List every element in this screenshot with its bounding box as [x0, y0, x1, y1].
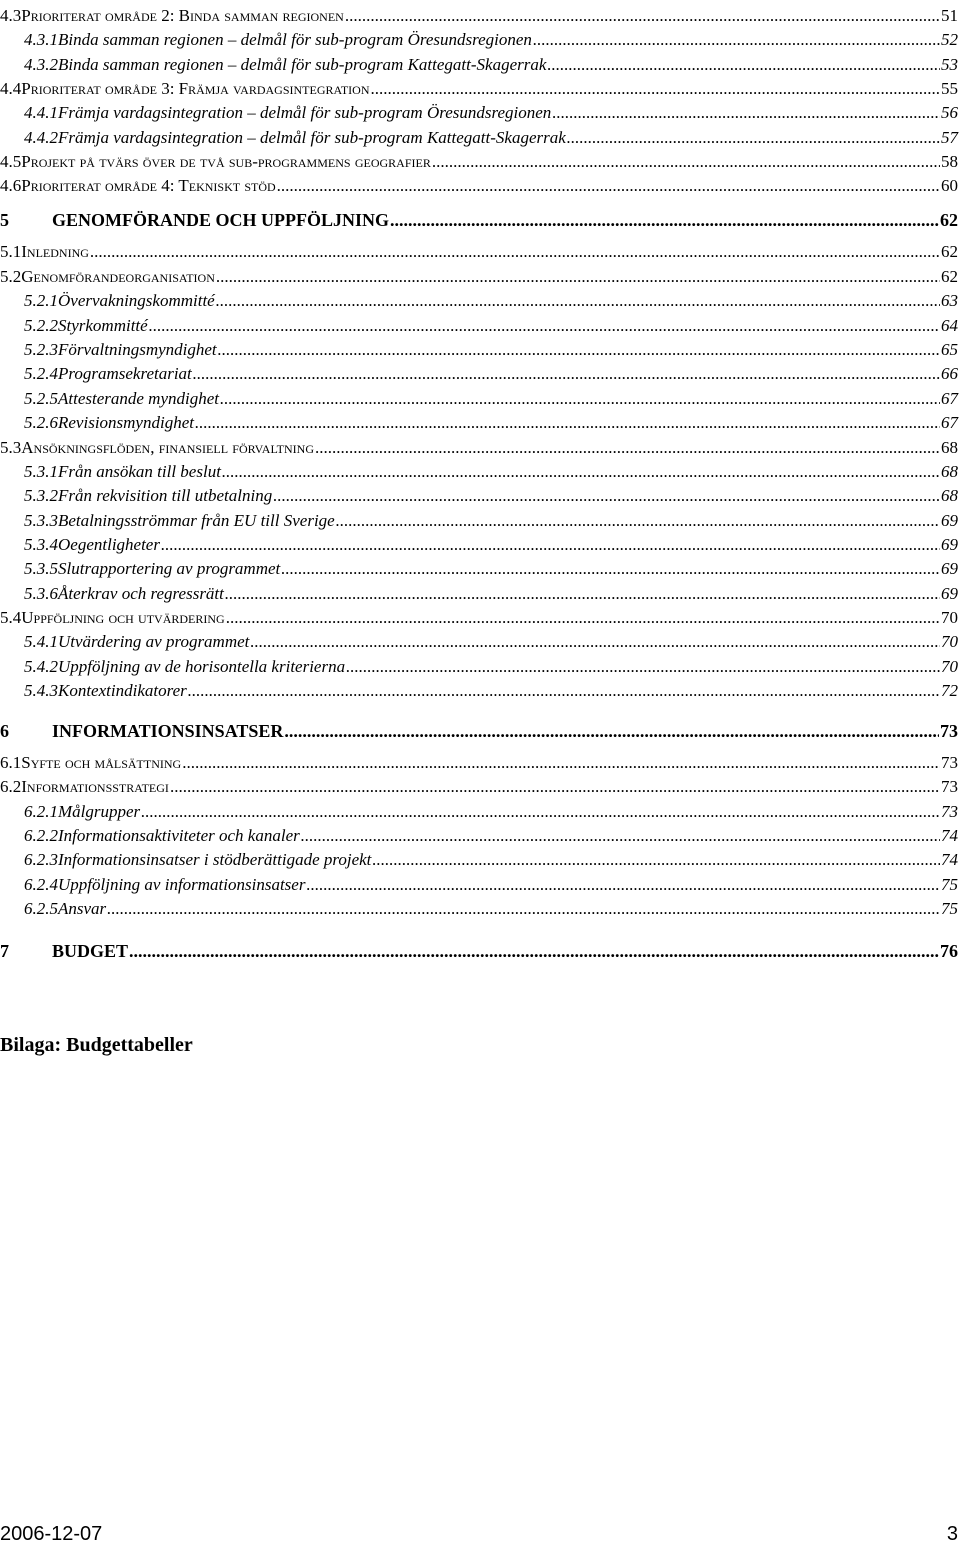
toc-dot-leader: [222, 462, 940, 482]
toc-entry-page: 75: [941, 899, 958, 918]
toc-dot-leader: [346, 657, 940, 677]
toc-dot-leader: [567, 128, 940, 148]
toc-entry[interactable]: [0, 204, 958, 230]
toc-entry-page: 60: [941, 176, 958, 195]
toc-dot-leader: [345, 6, 940, 26]
toc-entry-number: 4.5: [0, 152, 22, 171]
toc-entry-title: Uppföljning av informationsinsatser: [58, 875, 306, 894]
toc-entry[interactable]: [0, 436, 958, 458]
toc-entry-number: 7: [0, 941, 9, 961]
toc-entry-page: 70: [941, 657, 958, 676]
toc-dot-leader: [306, 875, 940, 895]
toc-dot-leader: [216, 267, 940, 287]
toc-dot-leader: [533, 30, 940, 50]
toc-entry-page: 66: [941, 364, 958, 383]
toc-dot-leader: [90, 242, 940, 262]
toc-entry-page: 72: [941, 681, 958, 700]
toc-dot-leader: [547, 55, 940, 75]
toc-entry-number: 5.3.3: [24, 511, 58, 530]
toc-entry[interactable]: [0, 460, 958, 482]
toc-entry[interactable]: [0, 582, 958, 604]
toc-entry[interactable]: [0, 775, 958, 797]
toc-dot-leader: [273, 486, 940, 506]
toc-dot-leader: [129, 941, 939, 961]
toc-entry-title: Uppföljning av de horisontella kriterierna: [58, 657, 346, 676]
toc-dot-leader: [149, 316, 940, 336]
toc-entry-title: Revisionsmyndighet: [58, 413, 194, 432]
toc-entry-number: 5.4.1: [24, 632, 58, 651]
toc-dot-leader: [432, 152, 940, 172]
toc-entry-number: 4.4.1: [24, 103, 58, 122]
toc-entry[interactable]: [0, 848, 958, 870]
toc-entry-number: 5.4.3: [24, 681, 58, 700]
toc-dot-leader: [372, 850, 940, 870]
toc-entry-page: 70: [941, 632, 958, 651]
toc-entry[interactable]: [0, 362, 958, 384]
toc-entry-page: 73: [941, 777, 958, 796]
toc-entry-number: 4.4.2: [24, 128, 58, 147]
toc-dot-leader: [390, 210, 939, 230]
toc-entry-page: 74: [941, 826, 958, 845]
toc-entry[interactable]: [0, 679, 958, 701]
toc-entry-title: Främja vardagsintegration – delmål för sub-program Öresundsregionen: [58, 103, 552, 122]
toc-entry-page: 64: [941, 316, 958, 335]
toc-entry[interactable]: [0, 126, 958, 148]
toc-entry[interactable]: [0, 411, 958, 433]
toc-entry-title: Utvärdering av programmet: [58, 632, 250, 651]
toc-entry[interactable]: [0, 533, 958, 555]
toc-entry-number: 6.2.4: [24, 875, 58, 894]
toc-entry-title: GENOMFÖRANDE OCH UPPFÖLJNING: [52, 210, 389, 230]
toc-entry[interactable]: [0, 289, 958, 311]
toc-entry-number: 5.2: [0, 267, 22, 286]
toc-dot-leader: [193, 364, 940, 384]
toc-entry-number: 5.2.1: [24, 291, 58, 310]
toc-entry-title: Programsekretariat: [58, 364, 192, 383]
toc-entry[interactable]: [0, 557, 958, 579]
toc-dot-leader: [250, 632, 940, 652]
toc-entry-number: 5.1: [0, 242, 22, 261]
toc-entry[interactable]: [0, 174, 958, 196]
toc-entry-title: Betalningsströmmar från EU till Sverige: [58, 511, 335, 530]
toc-entry-title: Övervakningskommitté: [58, 291, 215, 310]
toc-entry-title: Syfte och målsättning: [21, 753, 182, 772]
toc-entry-title: Kontextindikatorer: [58, 681, 187, 700]
toc-entry-number: 6: [0, 721, 9, 741]
toc-entry-page: 62: [940, 210, 958, 230]
toc-entry-title: Genomförandeorganisation: [21, 267, 215, 286]
toc-entry-title: Uppföljning och utvärdering: [21, 608, 225, 627]
toc-entry-number: 5.4.2: [24, 657, 58, 676]
toc-dot-leader: [220, 389, 940, 409]
toc-entry[interactable]: [0, 150, 958, 172]
toc-entry[interactable]: [0, 77, 958, 99]
toc-entry-page: 63: [941, 291, 958, 310]
toc-entry-page: 62: [941, 267, 958, 286]
toc-entry-number: 5.3.2: [24, 486, 58, 505]
toc-entry-page: 73: [940, 721, 958, 741]
toc-entry-title: Informationsaktiviteter och kanaler: [58, 826, 300, 845]
toc-entry-number: 5.2.5: [24, 389, 58, 408]
toc-entry-number: 6.2.2: [24, 826, 58, 845]
toc-entry-number: 5.4: [0, 608, 22, 627]
toc-dot-leader: [284, 721, 939, 741]
toc-entry-title: Prioriterat område 4: Tekniskt stöd: [21, 176, 276, 195]
toc-entry[interactable]: [0, 28, 958, 50]
toc-entry[interactable]: [0, 606, 958, 628]
toc-entry-page: 70: [941, 608, 958, 627]
toc-entry-page: 68: [941, 438, 958, 457]
toc-entry-number: 5.3.4: [24, 535, 58, 554]
toc-dot-leader: [225, 584, 940, 604]
toc-entry-page: 51: [941, 6, 958, 25]
toc-entry[interactable]: [0, 824, 958, 846]
toc-entry-title: Förvaltningsmyndighet: [58, 340, 217, 359]
toc-entry-title: Binda samman regionen – delmål för sub-program Öresundsregionen: [58, 30, 532, 49]
toc-entry-title: Prioriterat område 2: Binda samman regionen: [21, 6, 344, 25]
toc-entry-page: 68: [941, 486, 958, 505]
toc-entry[interactable]: [0, 655, 958, 677]
toc-entry-page: 55: [941, 79, 958, 98]
toc-entry[interactable]: [0, 387, 958, 409]
toc-entry-title: Informationsstrategi: [21, 777, 169, 796]
toc-entry-page: 69: [941, 511, 958, 530]
toc-entry-title: Binda samman regionen – delmål för sub-program Kattegatt-Skagerrak: [58, 55, 547, 74]
toc-entry-title: Återkrav och regressrätt: [58, 584, 224, 603]
toc-dot-leader: [371, 79, 940, 99]
toc-entry-page: 53: [941, 55, 958, 74]
footer-date: 2006-12-07: [0, 1523, 103, 1545]
toc-dot-leader: [170, 777, 940, 797]
toc-entry-number: 6.2.5: [24, 899, 58, 918]
toc-dot-leader: [277, 176, 940, 196]
toc-entry[interactable]: [0, 4, 958, 26]
toc-dot-leader: [107, 899, 940, 919]
toc-entry-number: 4.3: [0, 6, 22, 25]
toc-entry-number: 5.2.2: [24, 316, 58, 335]
toc-entry-page: 73: [941, 802, 958, 821]
toc-entry-number: 6.2.3: [24, 850, 58, 869]
toc-entry-number: 4.3.2: [24, 55, 58, 74]
toc-entry-title: Oegentligheter: [58, 535, 160, 554]
toc-entry-number: 5.3.6: [24, 584, 58, 603]
toc-entry[interactable]: [0, 800, 958, 822]
toc-entry-title: Från ansökan till beslut: [58, 462, 221, 481]
toc-entry-number: 5.3.5: [24, 559, 58, 578]
toc-entry-title: Projekt på tvärs över de två sub-programmens geografier: [21, 152, 431, 171]
toc-entry[interactable]: [0, 897, 958, 919]
toc-entry[interactable]: [0, 240, 958, 262]
toc-entry[interactable]: [0, 314, 958, 336]
toc-entry-title: Målgrupper: [58, 802, 141, 821]
toc-entry-number: 5.2.4: [24, 364, 58, 383]
toc-entry[interactable]: [0, 751, 958, 773]
toc-entry-number: 5.2.6: [24, 413, 58, 432]
toc-entry-title: Attesterande myndighet: [58, 389, 219, 408]
toc-dot-leader: [182, 753, 940, 773]
toc-entry[interactable]: [0, 338, 958, 360]
toc-entry-page: 67: [941, 389, 958, 408]
attachment-heading: Bilaga: Budgettabeller: [0, 1034, 193, 1056]
toc-entry[interactable]: [0, 484, 958, 506]
toc-entry[interactable]: [0, 101, 958, 123]
toc-entry-number: 6.2.1: [24, 802, 58, 821]
toc-entry-page: 69: [941, 559, 958, 578]
toc-entry-number: 5.2.3: [24, 340, 58, 359]
toc-entry-page: 68: [941, 462, 958, 481]
toc-dot-leader: [336, 511, 940, 531]
toc-entry-page: 73: [941, 753, 958, 772]
toc-entry-title: Ansökningsflöden, finansiell förvaltning: [21, 438, 314, 457]
toc-entry-title: Prioriterat område 3: Främja vardagsintegration: [21, 79, 370, 98]
toc-entry-number: 6.1: [0, 753, 22, 772]
toc-entry[interactable]: [0, 715, 958, 741]
toc-entry-page: 62: [941, 242, 958, 261]
footer-page-number: 3: [946, 1523, 958, 1545]
toc-dot-leader: [216, 291, 940, 311]
toc-entry-page: 75: [941, 875, 958, 894]
toc-dot-leader: [195, 413, 940, 433]
toc-entry-page: 76: [940, 941, 958, 961]
toc-entry-title: Från rekvisition till utbetalning: [58, 486, 273, 505]
toc-entry-number: 5.3.1: [24, 462, 58, 481]
toc-entry-title: Inledning: [21, 242, 89, 261]
toc-dot-leader: [218, 340, 940, 360]
toc-dot-leader: [161, 535, 940, 555]
toc-dot-leader: [188, 681, 940, 701]
toc-entry-page: 58: [941, 152, 958, 171]
toc-entry[interactable]: [0, 509, 958, 531]
toc-dot-leader: [552, 103, 940, 123]
toc-entry[interactable]: [0, 53, 958, 75]
toc-entry-page: 69: [941, 535, 958, 554]
toc-entry-page: 65: [941, 340, 958, 359]
toc-entry[interactable]: [0, 630, 958, 652]
toc-entry-page: 52: [941, 30, 958, 49]
toc-entry-title: Ansvar: [58, 899, 107, 918]
toc-entry-title: Informationsinsatser i stödberättigade projekt: [58, 850, 372, 869]
toc-entry-number: 4.3.1: [24, 30, 58, 49]
toc-entry-page: 74: [941, 850, 958, 869]
toc-entry-title: Slutrapportering av programmet: [58, 559, 281, 578]
toc-entry[interactable]: [0, 873, 958, 895]
toc-entry-title: INFORMATIONSINSATSER: [52, 721, 284, 741]
toc-entry-title: BUDGET: [52, 941, 129, 961]
toc-dot-leader: [226, 608, 940, 628]
toc-entry-title: Styrkommitté: [58, 316, 148, 335]
toc-entry-page: 56: [941, 103, 958, 122]
toc-entry-number: 6.2: [0, 777, 22, 796]
toc-entry[interactable]: [0, 935, 958, 961]
toc-dot-leader: [141, 802, 940, 822]
toc-entry-page: 57: [941, 128, 958, 147]
toc-entry-page: 67: [941, 413, 958, 432]
toc-entry[interactable]: [0, 265, 958, 287]
toc-entry-number: 5: [0, 210, 9, 230]
toc-entry-number: 4.4: [0, 79, 22, 98]
toc-entry-title: Främja vardagsintegration – delmål för sub-program Kattegatt-Skagerrak: [58, 128, 566, 147]
toc-entry-number: 4.6: [0, 176, 22, 195]
toc-dot-leader: [281, 559, 940, 579]
toc-entry-page: 69: [941, 584, 958, 603]
toc-dot-leader: [315, 438, 940, 458]
toc-dot-leader: [301, 826, 940, 846]
toc-entry-number: 5.3: [0, 438, 22, 457]
